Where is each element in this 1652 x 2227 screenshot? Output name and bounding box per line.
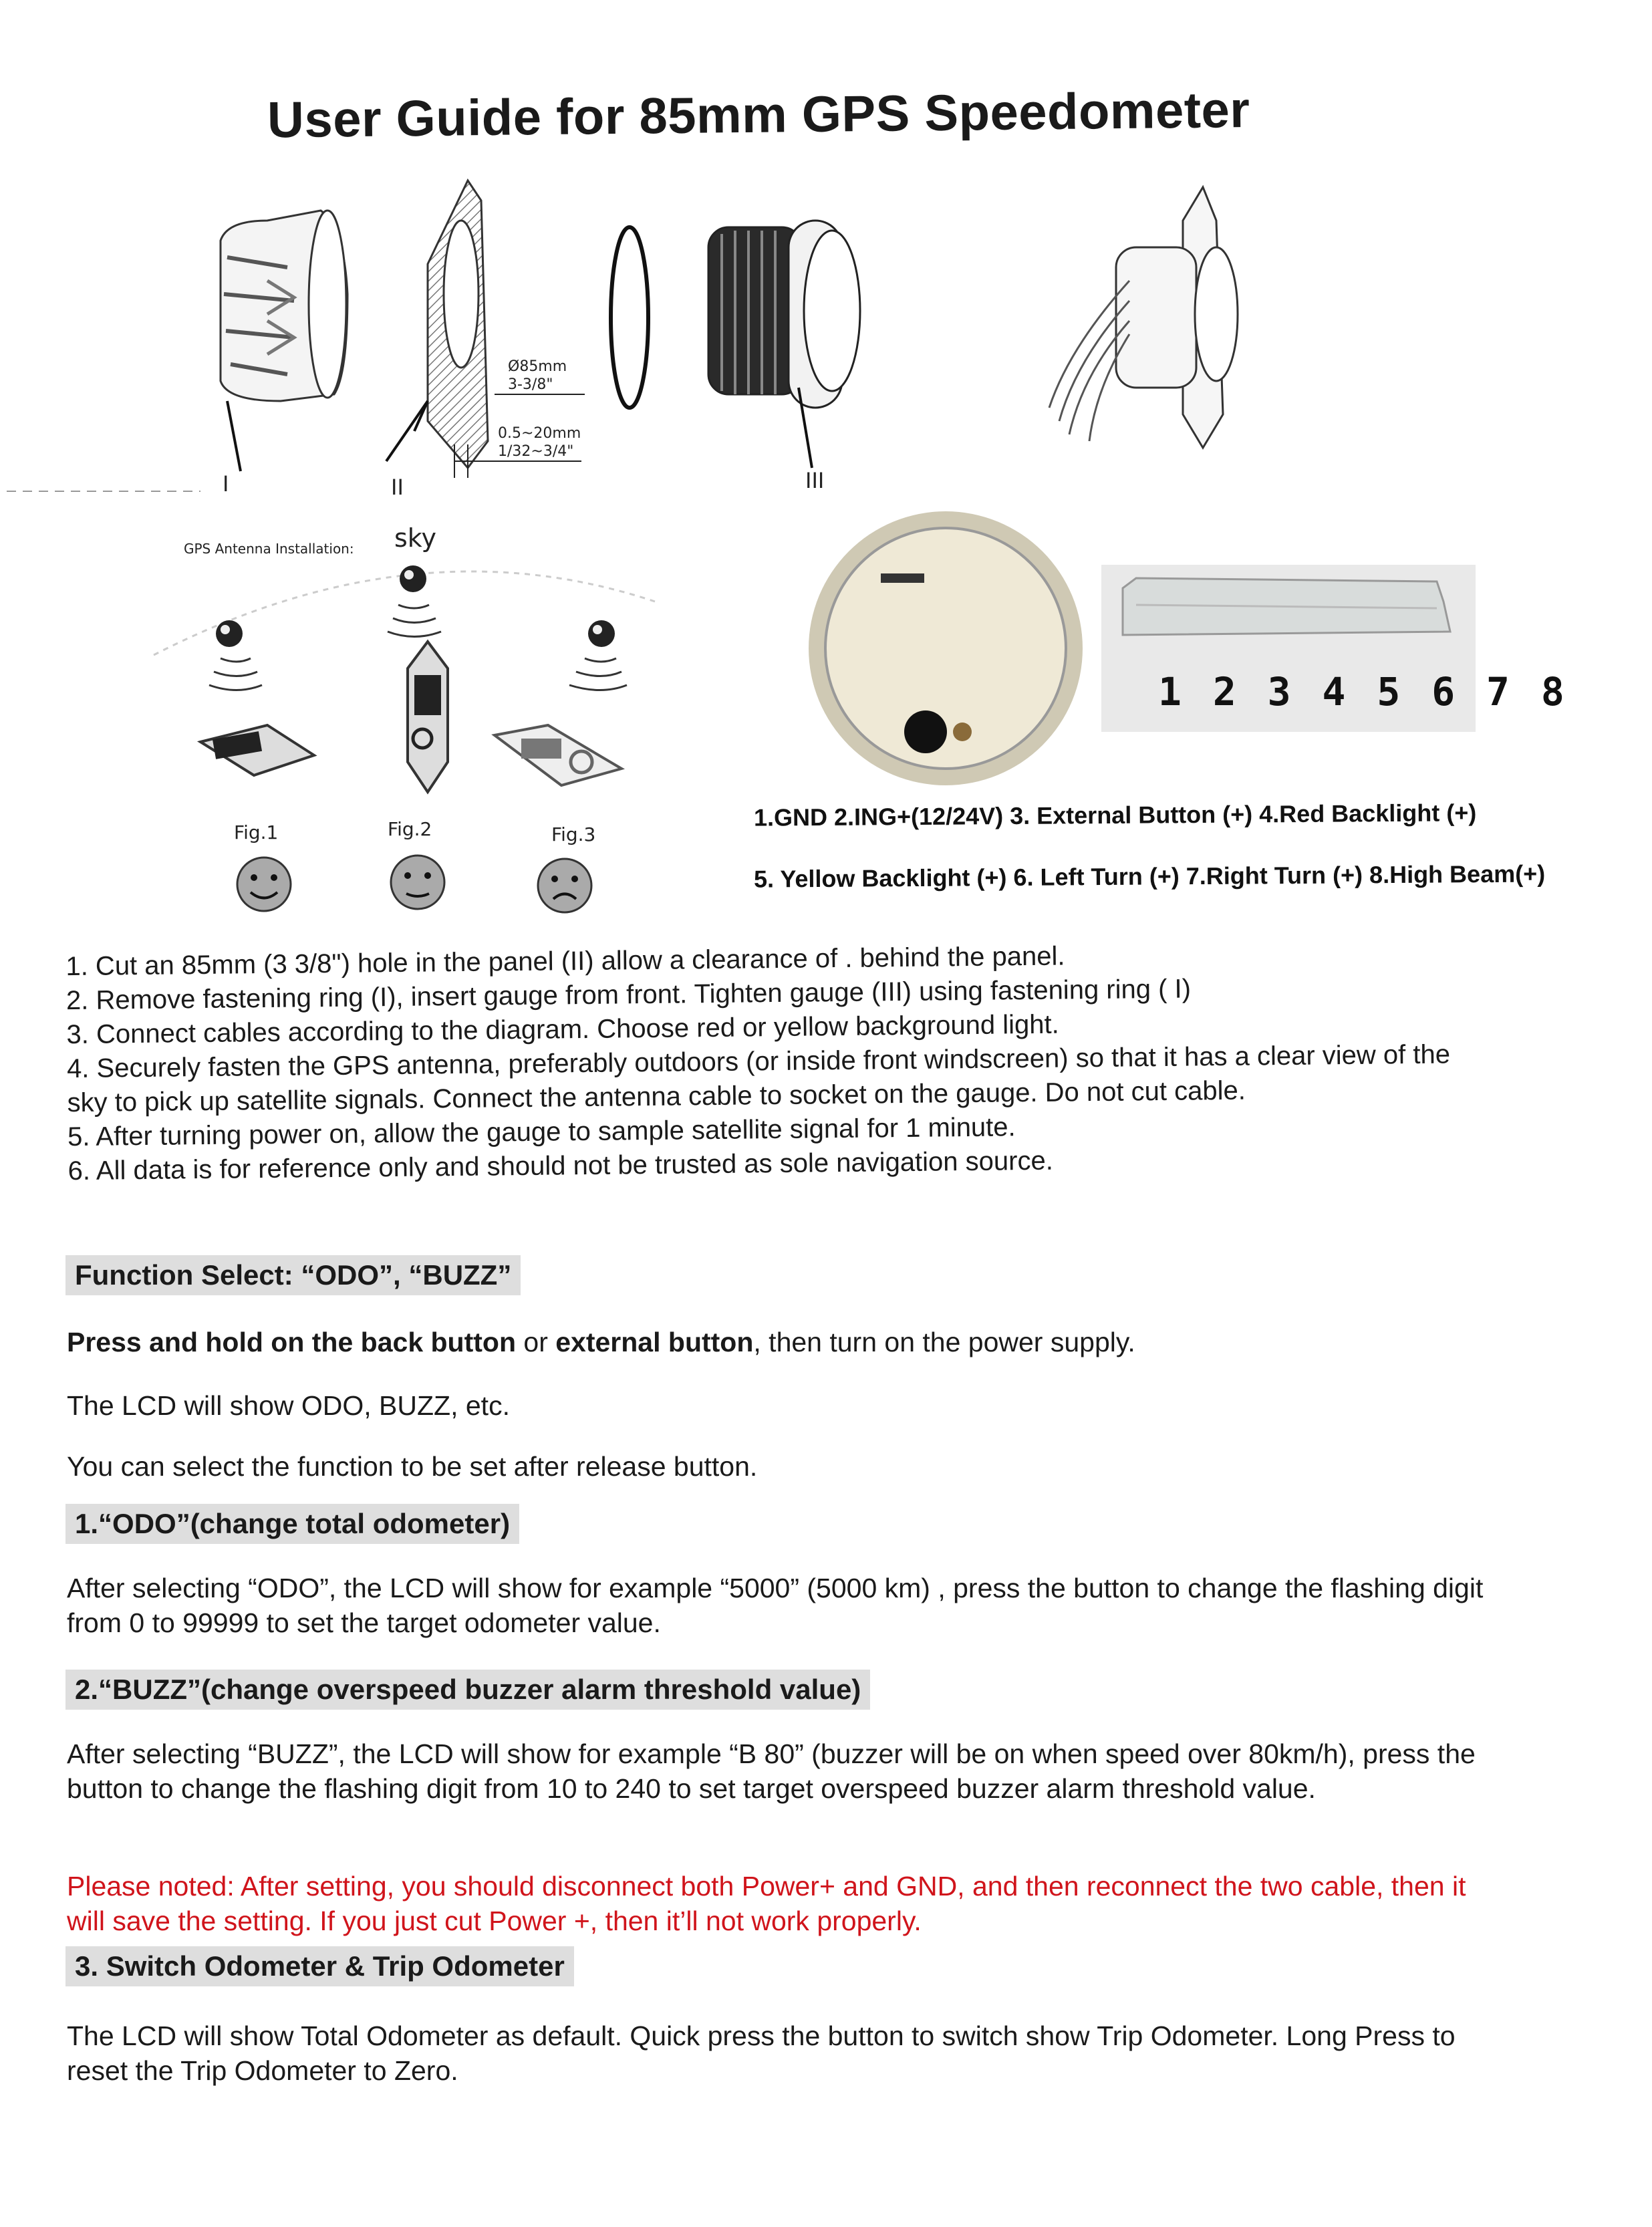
step-item: 1. Cut an 85mm (3 3/8") hole in the panel (II) allow a clearance of . behind the panel. (65, 941, 1065, 982)
sky-label: sky (394, 523, 436, 553)
gauge-body-illustration (708, 221, 860, 408)
power-text: , then turn on the power supply. (753, 1327, 1135, 1357)
warning-note: Please noted: After setting, you should disconnect both Power+ and GND, and then reconnect the two cable, then it will save the setting. If you just cut Power +, then it’ll not work properly. (67, 1871, 1466, 1936)
back-button-text: Press and hold on the back button (67, 1327, 516, 1357)
fig3-label: Fig.3 (551, 823, 596, 845)
part-label-i: I (223, 471, 229, 497)
fig2-label: Fig.2 (388, 818, 432, 840)
gauge-back-photo (809, 511, 1083, 785)
step-item: 6. All data is for reference only and should not be trusted as sole navigation source. (67, 1146, 1054, 1186)
step-item: 2. Remove fastening ring (I), insert gauge from front. Tighten gauge (III) using fastening ring ( I) (65, 974, 1192, 1016)
pin-legend-line2: 5. Yellow Backlight (+) 6. Left Turn (+) 7.Right Turn (+) 8.High Beam(+) (753, 860, 1546, 893)
dim-diameter: Ø85mm (508, 358, 567, 375)
antenna-fig1-illustration (200, 725, 314, 775)
panel-illustration (428, 180, 488, 468)
function-select-heading: Function Select: “ODO”, “BUZZ” (65, 1255, 521, 1295)
fig1-label: Fig.1 (234, 821, 279, 843)
assembled-gauge-illustration (1049, 187, 1238, 448)
antenna-title: GPS Antenna Installation: (184, 541, 354, 557)
connector-pin-numbers: 1 2 3 4 5 6 7 8 (1158, 669, 1568, 714)
pin-legend-line1: 1.GND 2.ING+(12/24V) 3. External Button (+) 4.Red Backlight (+) (753, 799, 1477, 831)
page-title: User Guide for 85mm GPS Speedometer (267, 81, 1250, 149)
satellite-icon (209, 620, 262, 690)
o-ring-illustration (611, 227, 648, 408)
function-select-line2: The LCD will show ODO, BUZZ, etc. (67, 1390, 510, 1421)
odo-body: After selecting “ODO”, the LCD will show for example “5000” (5000 km) , press the button to change the flashing digit from 0 to 99999 to set the target odometer value. (67, 1573, 1484, 1638)
fastening-ring-illustration (221, 211, 348, 401)
switch-heading: 3. Switch Odometer & Trip Odometer (65, 1946, 574, 1986)
back-button[interactable] (904, 710, 947, 753)
antenna-fig3-illustration (495, 725, 622, 785)
function-select-line1 (67, 1325, 1490, 1359)
switch-body: The LCD will show Total Odometer as default. Quick press the button to switch show Trip Odometer. Long Press to reset the Trip Odometer to Zero. (67, 2020, 1456, 2086)
antenna-fig2-illustration (408, 642, 448, 792)
step-item: 3. Connect cables according to the diagram. Choose red or yellow background light. (66, 1009, 1059, 1050)
satellite-icon (569, 620, 627, 690)
install-steps (65, 935, 1492, 1188)
sad-face-icon (538, 859, 591, 912)
installation-diagram (0, 0, 1652, 922)
buzz-body: After selecting “BUZZ”, the LCD will show for example “B 80” (buzzer will be on when speed over 80km/h), press the button to change the flashing digit from 10 to 240 to set target overspeed buzzer alarm threshold value. (67, 1738, 1476, 1804)
external-button-text: external button (555, 1327, 754, 1357)
connector-text: or (516, 1327, 556, 1357)
satellite-icon (388, 565, 441, 637)
step-item: 4. Securely fasten the GPS antenna, preferably outdoors (or inside front windscreen) so that it has a clear view of the sky to pick up satellite signals. Connect the antenna cable to socket on the gauge. Do not cut cable. (66, 1039, 1451, 1118)
buzz-heading: 2.“BUZZ”(change overspeed buzzer alarm threshold value) (65, 1670, 870, 1710)
function-select-line3: You can select the function to be set after release button. (67, 1451, 758, 1482)
dim-diameter-in: 3-3/8" (508, 376, 553, 393)
step-item: 5. After turning power on, allow the gauge to sample satellite signal for 1 minute. (67, 1112, 1016, 1152)
part-label-iii: III (805, 468, 825, 493)
neutral-face-icon (391, 856, 444, 909)
dim-thickness: 0.5~20mm (498, 425, 581, 442)
odo-heading: 1.“ODO”(change total odometer) (65, 1504, 519, 1544)
dim-thickness-in: 1/32~3/4" (498, 443, 574, 460)
part-label-ii: II (391, 475, 404, 500)
connector-photo (1101, 565, 1568, 732)
smiley-face-icon (237, 858, 291, 911)
